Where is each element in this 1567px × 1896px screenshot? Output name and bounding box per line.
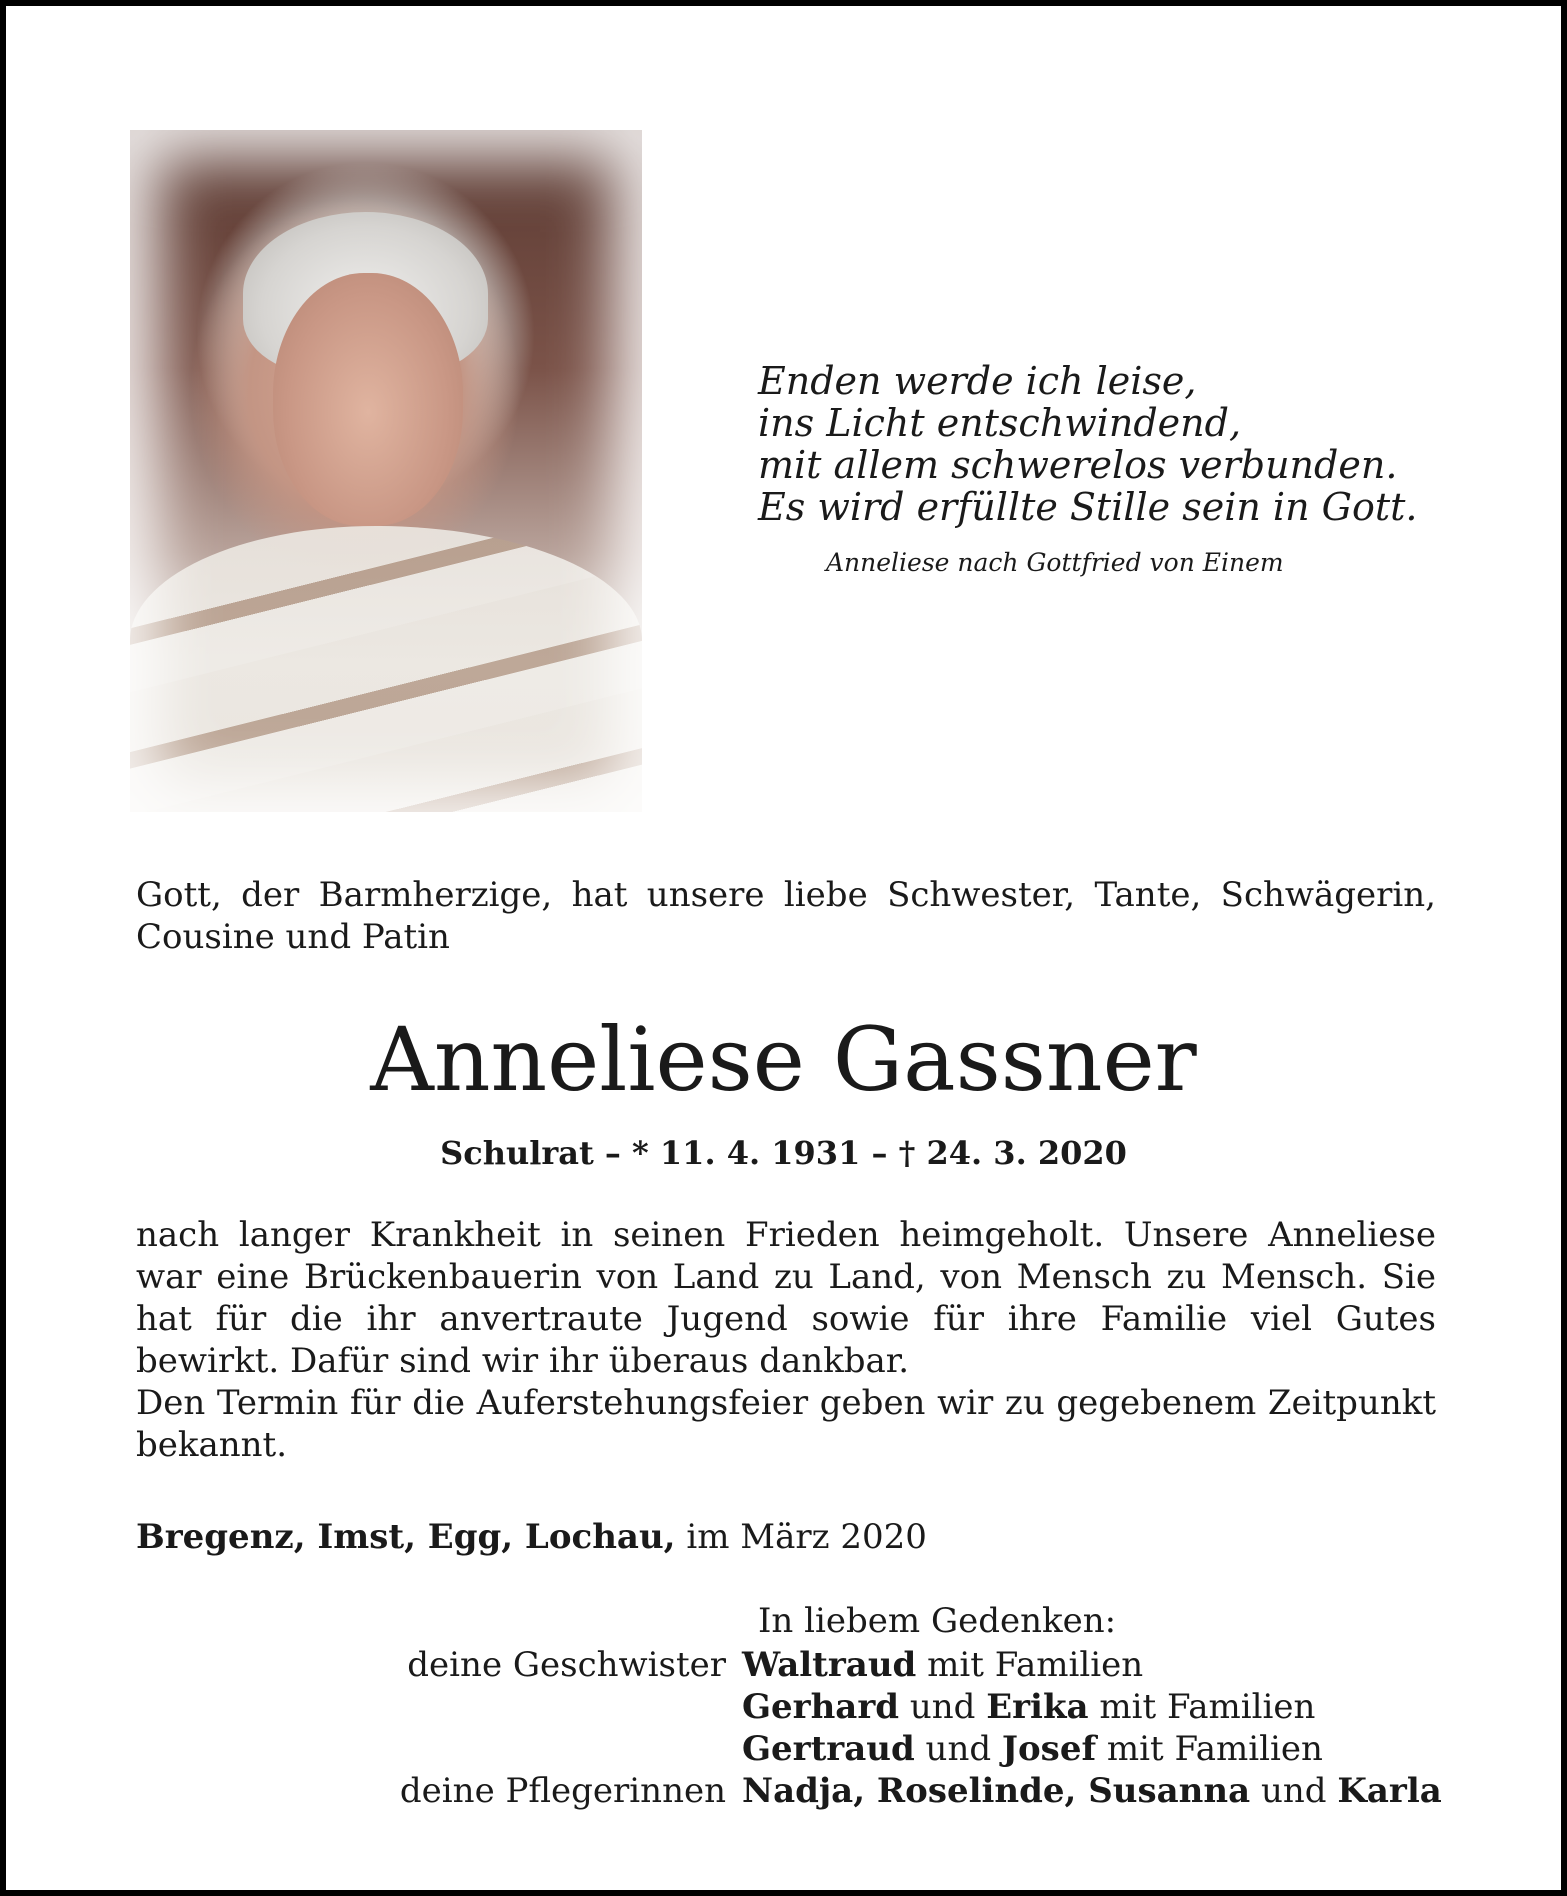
mourner-name: Gertraud: [742, 1729, 915, 1769]
title-dates: Schulrat – * 11. 4. 1931 – † 24. 3. 2020: [440, 1134, 1127, 1172]
place-date-text: im März 2020: [675, 1517, 927, 1557]
portrait-photo: [130, 130, 642, 812]
mourner-conjunction: und: [1250, 1771, 1338, 1811]
mourner-name: Nadja, Roselinde, Susanna: [742, 1771, 1251, 1811]
poem: [758, 359, 1418, 529]
mourner-conjunction: und: [899, 1687, 987, 1727]
mourner-name: Josef: [1001, 1729, 1097, 1769]
mourner-suffix: mit Familien: [1088, 1687, 1316, 1727]
mourner-name: Karla: [1337, 1771, 1442, 1811]
poem-source: Anneliese nach Gottfried von Einem: [826, 548, 1284, 577]
mourner-suffix: mit Familien: [916, 1645, 1144, 1685]
mourner-suffix: mit Familien: [1096, 1729, 1323, 1769]
poem-line: mit allem schwerelos verbunden.: [758, 443, 1398, 487]
mourner-name: Erika: [986, 1687, 1089, 1727]
poem-line: Enden werde ich leise,: [758, 359, 1197, 403]
mourner-row: [136, 1770, 1466, 1812]
mourner-row: [136, 1728, 1466, 1770]
place-date: [136, 1516, 927, 1558]
place-locations: Bregenz, Imst, Egg, Lochau,: [136, 1517, 676, 1557]
obituary-body: [136, 1214, 1436, 1466]
obituary-card: [6, 6, 1561, 1890]
deceased-name: Anneliese Gassner: [370, 1008, 1197, 1111]
body-paragraph: Den Termin für die Auferstehungsfeier geben wir zu gegebenem Zeitpunkt bekannt.: [136, 1383, 1436, 1465]
memory-title: In liebem Gedenken:: [758, 1601, 1117, 1641]
mourner-row: [136, 1644, 1466, 1686]
mourner-name: Waltraud: [742, 1645, 917, 1685]
mourner-name: Gerhard: [742, 1687, 900, 1727]
relation-label: deine Pflegerinnen: [399, 1771, 726, 1811]
mourner-conjunction: und: [914, 1729, 1002, 1769]
intro-text: Gott, der Barmherzige, hat unsere liebe Schwester, Tante, Schwägerin, Cousine und Patin: [136, 875, 1436, 957]
mourners-list: [136, 1644, 1466, 1812]
mourner-row: [136, 1686, 1466, 1728]
poem-line: ins Licht entschwindend,: [758, 401, 1242, 445]
relation-label: deine Geschwister: [407, 1645, 726, 1685]
body-paragraph: nach langer Krankheit in seinen Frieden heimgeholt. Unsere Anneliese war eine Brückenbauerin von Land zu Land, von Mensch zu Mensch. Sie hat für die ihr anvertraute Jugend sowie für ihre Familie viel Gutes bewirkt. Dafür sind wir ihr überaus dankbar.: [136, 1215, 1436, 1381]
poem-line: Es wird erfüllte Stille sein in Gott.: [758, 485, 1418, 529]
